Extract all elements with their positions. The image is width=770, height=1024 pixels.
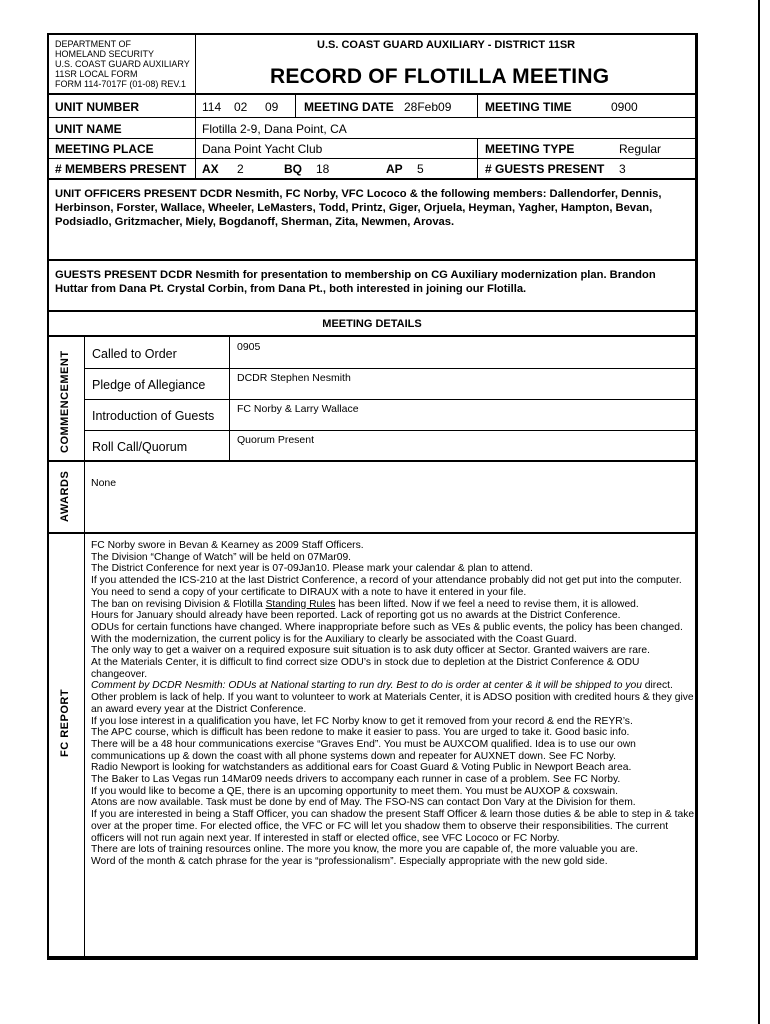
agency-line: U.S. COAST GUARD AUXILIARY — [55, 59, 190, 69]
meeting-time-value: 0900 — [611, 100, 638, 114]
ax-label: AX — [202, 162, 219, 176]
guests-present-label: # GUESTS PRESENT — [485, 162, 605, 176]
fc-report-line: Comment by DCDR Nesmith: ODUs at National starting to run dry. Best to do is order at center & it will be shipped to you direct. Other problem is lack of help. If you want to volunteer to work at Materials Center, it is ADSO position with credited hours & they give an award every year at the District Conference. — [91, 680, 694, 715]
fc-report-line: The Baker to Las Vegas run 14Mar09 needs drivers to accompany each runner in case of a problem. See FC Norby. — [91, 774, 621, 786]
fc-report-line: Radio Newport is looking for watchstanders as additional ears for Coast Guard & Voting Public in Newport Beach area. — [91, 762, 632, 774]
meeting-details-heading: MEETING DETAILS — [322, 318, 422, 330]
fc-report-line: The Division “Change of Watch” will be held on 07Mar09. — [91, 551, 352, 563]
fc-report-line: If you would like to become a QE, there is an upcoming opportunity to meet them. You must be AUXOP & coxswain. — [91, 785, 618, 797]
introduction-label: Introduction of Guests — [92, 409, 215, 423]
page-edge-rule — [758, 0, 760, 1024]
meeting-record-form — [47, 33, 698, 960]
fc-report-label: FC REPORT — [59, 688, 71, 757]
fc-report-line: Word of the month & catch phrase for the year is “professionalism”. Especially appropriate with the new gold side. — [91, 855, 608, 867]
form-title: RECORD OF FLOTILLA MEETING — [270, 65, 610, 88]
fc-report-line: If you attended the ICS-210 at the last District Conference, a record of your attendance probably did not get put into the computer. You need to send a copy of your certificate to DIRAUX with a note to have it entered in your file. — [91, 575, 682, 598]
commencement-label: COMMENCEMENT — [59, 350, 71, 453]
fc-report-line: There are lots of training resources online. The more you know, the more you are capable of, the more valuable you are. — [91, 844, 638, 856]
guests-present-value: 3 — [619, 162, 626, 176]
roll-call-label: Roll Call/Quorum — [92, 440, 188, 454]
meeting-place-value: Dana Point Yacht Club — [202, 142, 323, 156]
agency-line: DEPARTMENT OF — [55, 39, 132, 49]
org-heading: U.S. COAST GUARD AUXILIARY - DISTRICT 11SR — [317, 39, 576, 51]
guests-present: GUESTS PRESENT DCDR Nesmith for presentation to membership on CG Auxiliary modernization plan. Brandon Huttar from Dana Pt. Crystal Corbin, from Dana Pt., both interested in joining our Flotilla. — [55, 269, 656, 295]
fc-report-line: The ban on revising Division & Flotilla Standing Rules has been lifted. Now if we feel a need to revise them, it is allowed. — [91, 598, 639, 610]
meeting-time-label: MEETING TIME — [485, 100, 572, 114]
unit-name-label: UNIT NAME — [55, 122, 122, 136]
fc-report-line: ODUs for certain functions have changed. Where inappropriate before such as VEs & public events, the policy has been changed. With the modernization, the current policy is for the Auxiliary to clearly be associated with the Coast Guard. — [91, 621, 683, 645]
fc-report-line: If you are interested in being a Staff Officer, you can shadow the present Staff Officer & learn those duties & be able to step in & take over at the proper time. For elected office, the VFC or FC will let you shadow them to observe their responsibilities. The current officers will not run again next year. If interested in staff or elected office, see VFC Lococo or FC Norby. — [91, 809, 695, 844]
unit-number-label: UNIT NUMBER — [55, 100, 139, 114]
awards-label: AWARDS — [59, 470, 71, 522]
fc-report-line: Atons are now available. Task must be done by end of May. The FSO-NS can contact Don Vary at the Division for them. — [91, 797, 636, 809]
called-to-order-value: 0905 — [237, 341, 261, 353]
officers-present: UNIT OFFICERS PRESENT DCDR Nesmith, FC Norby, VFC Lococo & the following members: Dallendorfer, Dennis, Herbinson, Forster, Wallace, Wheeler, LeMasters, Todd, Printz, Giger, Orjuela, Heyman, Yagher, Hampton, Bevan, Podsiadlo, Gritzmacher, Miely, Bogdanoff, Sherman, Zita, Newmen, Arovas. — [55, 188, 662, 228]
meeting-date-value: 28Feb09 — [404, 100, 452, 114]
meeting-place-label: MEETING PLACE — [55, 142, 154, 156]
fc-report-line: Hours for January should already have been reported. Lack of reporting got us no awards at the District Conference. — [91, 610, 621, 622]
fc-report-line: If you lose interest in a qualification you have, let FC Norby know to get it removed from your record & end the REYR’s. — [91, 715, 633, 727]
meeting-date-label: MEETING DATE — [304, 100, 394, 114]
members-present-label: # MEMBERS PRESENT — [55, 162, 187, 176]
ax-value: 2 — [237, 162, 244, 176]
unit-name-value: Flotilla 2-9, Dana Point, CA — [202, 122, 347, 136]
fc-report-line: The District Conference for next year is 07-09Jan10. Please mark your calendar & plan to attend. — [91, 563, 533, 575]
pledge-value: DCDR Stephen Nesmith — [237, 372, 351, 384]
unit-number-part: 02 — [234, 100, 248, 114]
fc-report-line: FC Norby swore in Bevan & Kearney as 2009 Staff Officers. — [91, 540, 364, 551]
roll-call-value: Quorum Present — [237, 434, 315, 446]
pledge-label: Pledge of Allegiance — [92, 378, 206, 392]
fc-report-text — [91, 540, 696, 868]
ap-value: 5 — [417, 162, 424, 176]
fc-report-line: The APC course, which is difficult has been redone to make it easier to pass. You are urged to take it. Good basic info. — [91, 727, 630, 739]
awards-value: None — [91, 477, 117, 489]
bq-label: BQ — [284, 162, 302, 176]
ap-label: AP — [386, 162, 403, 176]
meeting-type-value: Regular — [619, 142, 662, 156]
fc-report-line: There will be a 48 hour communications exercise “Graves End”. You must be AUXCOM qualified. Idea is to use our own communications up & down the coast with all phone systems down and repeater for AUXNET down. See FC Norby. — [91, 738, 636, 762]
agency-line: HOMELAND SECURITY — [55, 49, 155, 59]
agency-line: FORM 114-7017F (01-08) REV.1 — [55, 79, 187, 89]
fc-report-line: At the Materials Center, it is difficult to find correct size ODU’s in stock due to depletion at the District Conference & ODU changeover. — [91, 657, 640, 680]
agency-block — [55, 39, 195, 89]
unit-number-part: 09 — [265, 100, 279, 114]
introduction-value: FC Norby & Larry Wallace — [237, 403, 359, 415]
called-to-order-label: Called to Order — [92, 347, 177, 361]
agency-line: 11SR LOCAL FORM — [55, 69, 138, 79]
unit-number-part: 114 — [202, 100, 222, 114]
bq-value: 18 — [316, 162, 330, 176]
meeting-type-label: MEETING TYPE — [485, 142, 575, 156]
fc-report-line: The only way to get a waiver on a required exposure suit situation is to ask duty officer at Sector. Granted waivers are rare. — [91, 645, 650, 657]
